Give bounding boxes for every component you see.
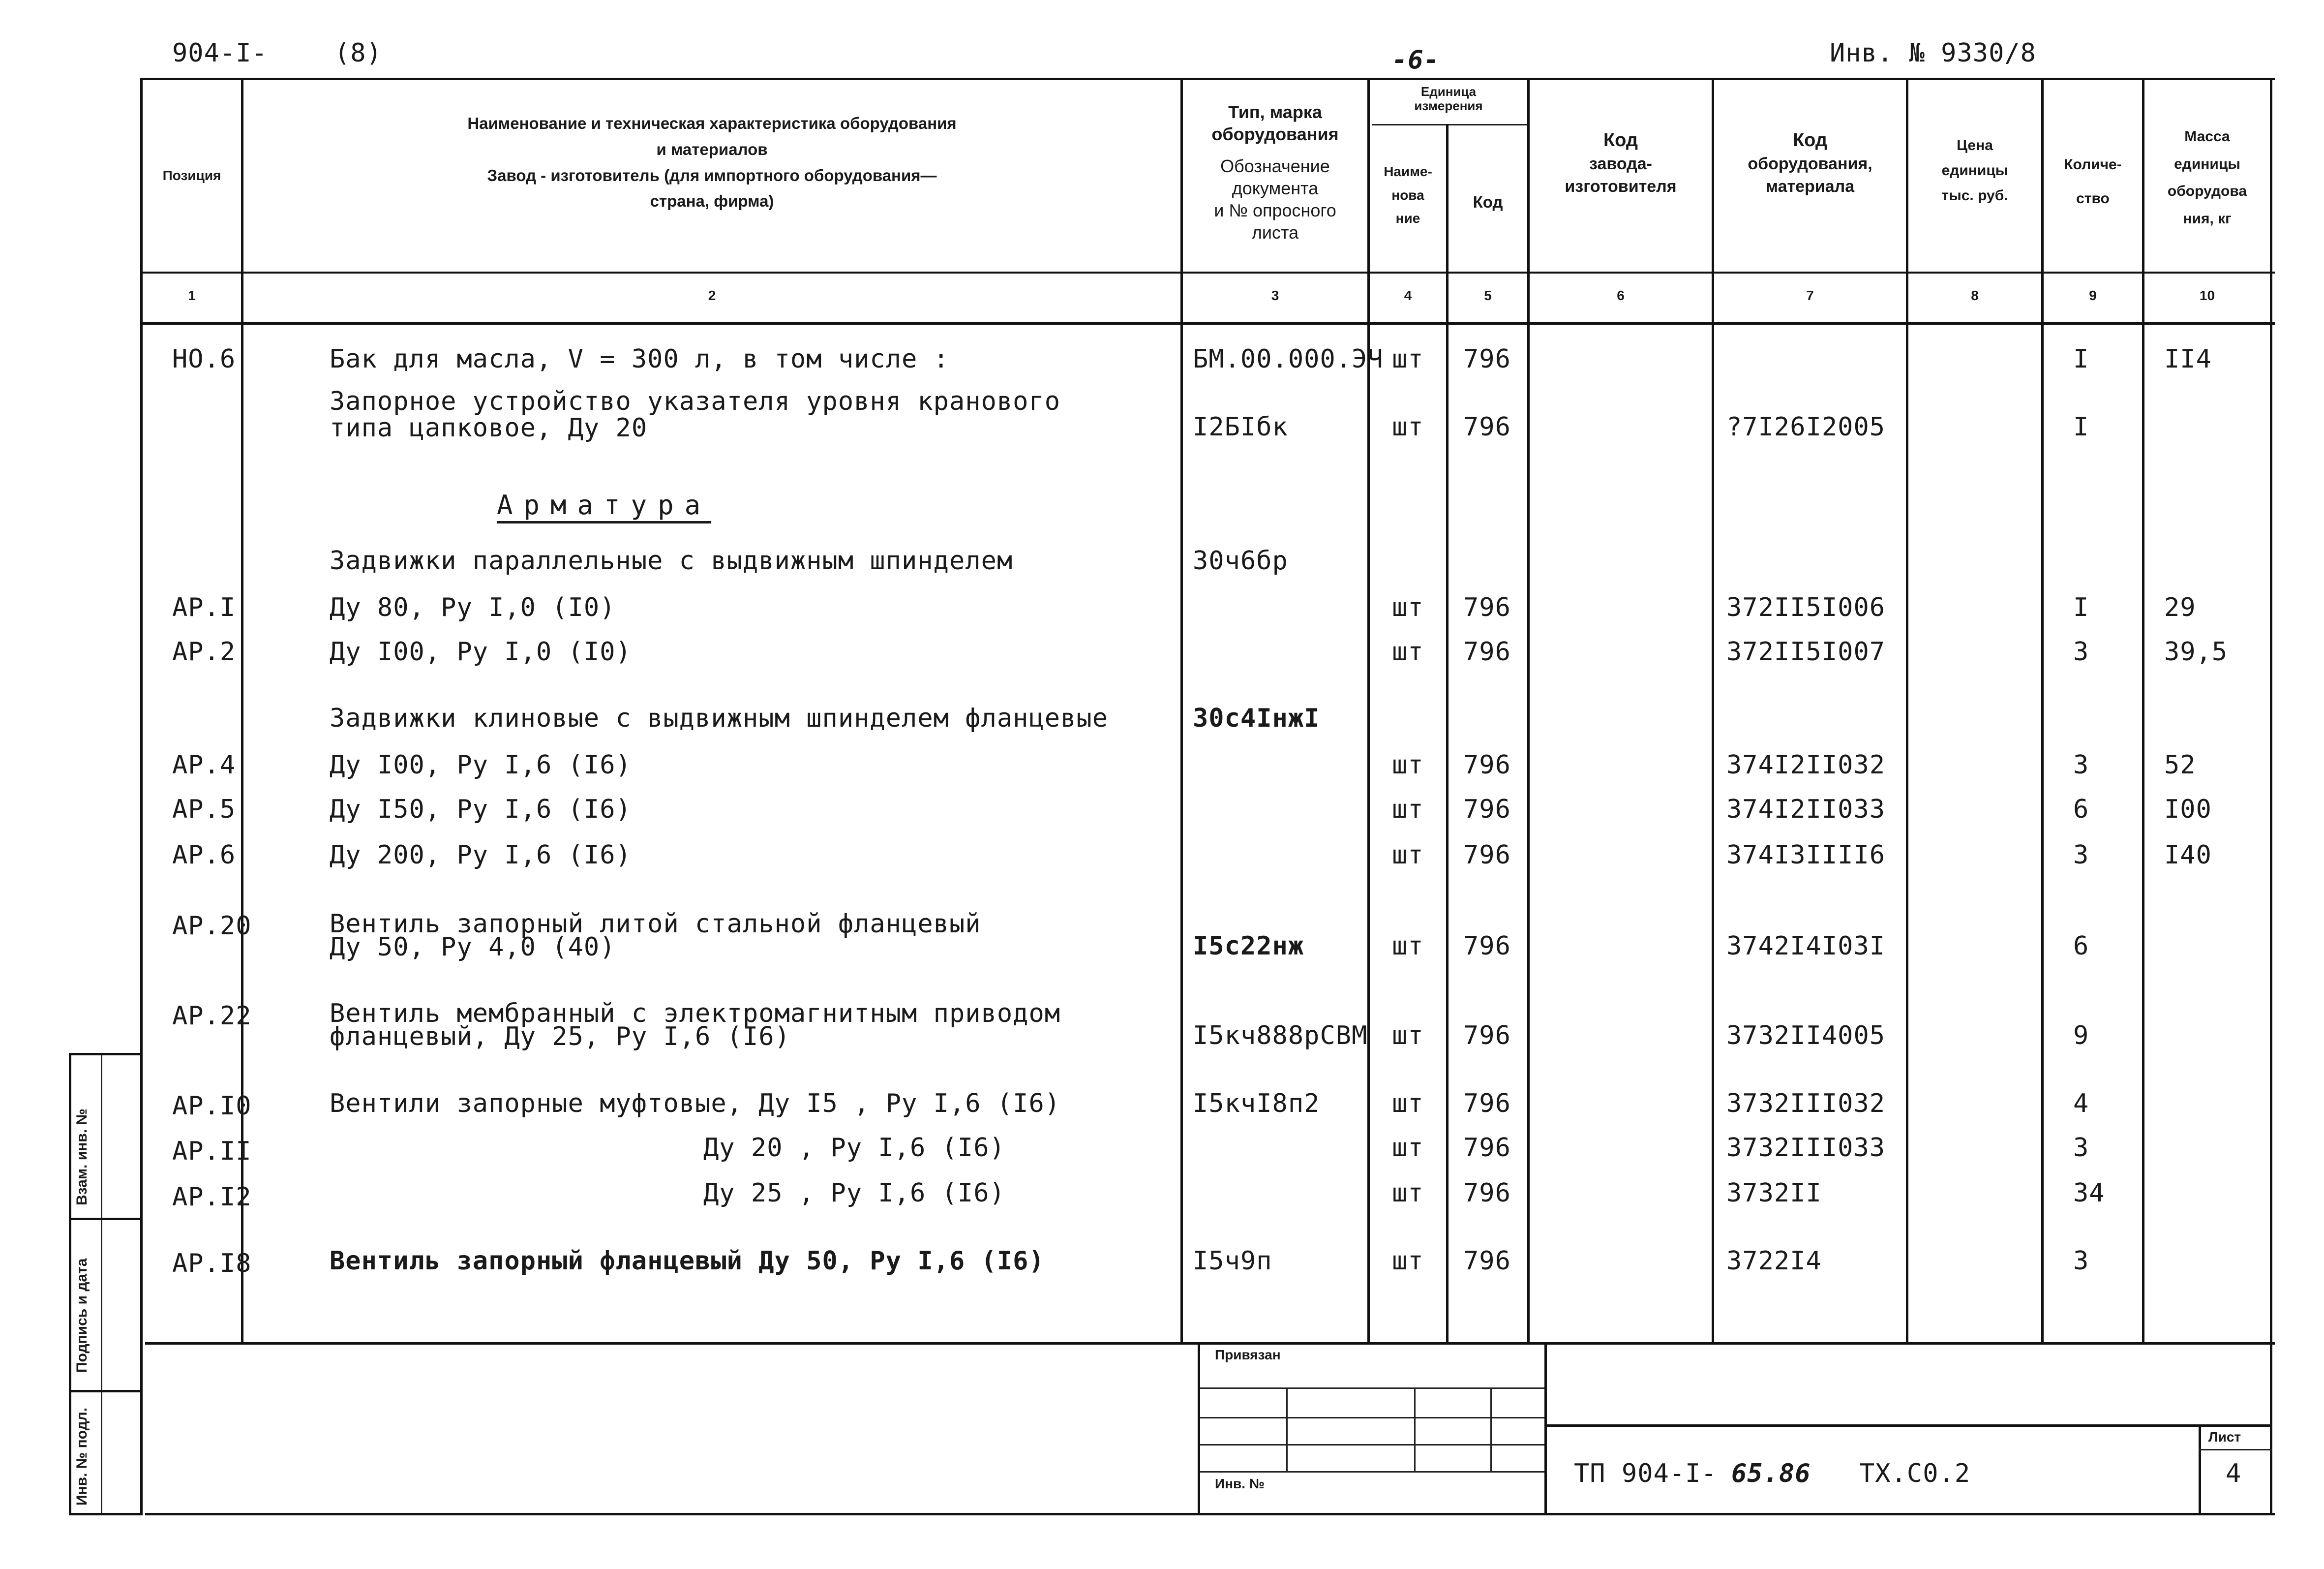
side-signature-date: Подпись и дата — [74, 1258, 90, 1373]
section-title: Арматура — [497, 490, 712, 521]
header-type: Тип, марка оборудования Обозначение документа и № опросного листа — [1211, 102, 1339, 243]
doc-suffix: 65.86 — [1731, 1459, 1811, 1488]
header-unit-group: Единица измерения — [1414, 84, 1483, 113]
header-material-code: Код оборудования, материала — [1748, 130, 1872, 196]
inventory-number: Инв. № 9330/8 — [1830, 38, 2036, 68]
header-plant-code: Код завода- изготовителя — [1565, 130, 1677, 196]
bound-label: Привязан — [1215, 1347, 1281, 1362]
doc-variant: (8) — [334, 38, 382, 68]
header-unit-code: Код — [1473, 193, 1503, 211]
doc-code: ТП 904-I- — [1574, 1459, 1717, 1488]
page-mark: -6- — [1392, 45, 1440, 75]
header-price: Цена единицы тыс. руб. — [1941, 137, 2008, 204]
side-original-inv: Инв. № подл. — [74, 1407, 90, 1506]
header-unit-name: Наиме- нова ние — [1384, 164, 1432, 226]
sheet-label: Лист — [2208, 1429, 2241, 1445]
doc-mark: ТХ.С0.2 — [1859, 1459, 1971, 1488]
header-quantity: Количе- ство — [2064, 156, 2122, 207]
side-replace-inv: Взам. инв. № — [74, 1108, 90, 1205]
header-mass: Масса единицы оборудова ния, кг — [2167, 128, 2247, 227]
sheet-number: 4 — [2226, 1459, 2242, 1488]
inv-no-label: Инв. № — [1215, 1476, 1265, 1491]
header-name: Наименование и техническая характеристика оборудования и материалов Завод - изготовитель (для импортного оборудования— страна, фирма) — [467, 114, 957, 211]
header-position: Позиция — [162, 168, 221, 183]
doc-series: 904-I- — [172, 38, 268, 68]
